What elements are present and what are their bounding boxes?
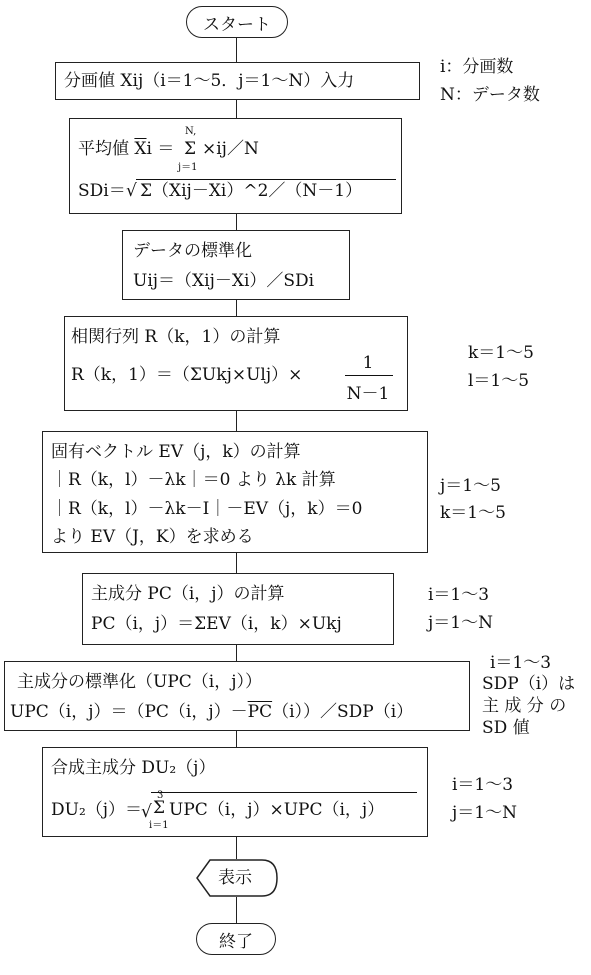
step8-note-1: i＝1〜3 [452,775,514,795]
step4-note-1: k＝1〜5 [468,343,534,363]
step6-note-2: j＝1〜N [428,613,493,633]
end-label: 終了 [219,931,253,952]
start-terminator [186,6,288,38]
connector-step7-step8 [236,731,237,747]
connector-step2-step3 [236,214,237,230]
connector-step3-step4 [236,300,237,316]
step1-text: 分画値 Xij（i＝1〜5．j＝1〜N）入力 [64,71,355,91]
step4-note-2: l＝1〜5 [468,371,530,391]
step7-note-3: 主 成 分 の [482,696,567,716]
step2-sqrt-sign: √ [126,181,137,201]
step7-pc-standardize-box [4,661,470,731]
connector-display-end [236,897,237,923]
step4-frac-denominator: N－1 [346,384,390,404]
step8-sum-bottom: i＝1 [149,820,169,831]
connector-step6-step7 [236,645,237,661]
step4-title: 相関行列 R（k，1）の計算 [71,327,281,347]
step5-line-1: 固有ベクトル EV（j，k）の計算 [51,442,301,462]
step8-sum-sign: Σ [153,798,166,818]
step4-frac-numerator: 1 [362,353,374,373]
step2-sum-top: N, [185,126,197,137]
step5-eigen-box [42,431,428,553]
step2-sqrt-bar [136,179,396,180]
end-terminator [196,923,276,955]
step8-body: UPC（i，j）×UPC（i，j） [169,800,385,820]
connector-step1-step2 [236,100,237,118]
step7-formula: UPC（i，j）＝（PC（i，$j)-\overline{PC}(i))/SDP(i)$ [10,702,414,722]
step8-title: 合成主成分 DU₂（j） [51,758,216,778]
step3-title: データの標準化 [133,241,252,261]
step6-principal-component-box [82,573,394,645]
step4-formula: R（k，1）＝（ΣUkj×Ulj）× [71,365,303,385]
step6-formula: PC（i，j）＝ΣEV（i，k）×Ukj [91,614,342,634]
step4-frac-bar [345,375,393,376]
step5-note-2: k＝1〜5 [440,503,506,523]
step8-composite-box [42,747,428,837]
step2-mean-tail: ×ij／N [202,139,259,159]
step8-note-2: j＝1〜N [452,803,517,823]
connector-step4-step5 [236,411,237,431]
start-label: スタート [203,14,271,35]
step2-mean-sd-box [69,118,402,214]
step7-note-4: SD 値 [482,718,530,738]
step7-note-2: SDP（i）は [482,674,576,694]
connector-start-step1 [236,38,237,62]
step2-sd-prefix: SDi＝ [78,181,126,201]
step1-input-box [55,62,420,100]
step1-note-2: N：データ数 [440,85,540,105]
step5-line-3: ｜R（k，l）－λk－I｜－EV（j，k）＝0 [51,499,363,519]
step3-formula: Uij＝（Xij－Xi）／SDi [133,271,315,291]
step6-note-1: i＝1〜3 [428,585,490,605]
display-label: 表示 [218,868,252,888]
step7-title: 主成分の標準化（UPC（i，j）） [17,672,262,692]
step3-standardize-box [122,230,350,300]
step5-line-4: より EV（J，K）を求める [51,527,254,547]
step4-correlation-box [64,316,408,411]
step6-title: 主成分 PC（i，j）の計算 [91,584,285,604]
step2-sum-sign: Σ [184,139,197,159]
step1-note-1: i：分画数 [440,57,514,77]
step7-note-1: i＝1〜3 [490,653,552,673]
step2-sd-body: Σ（Xij－Xi）^2／（N－1） [140,181,363,201]
step2-sum-bottom: j＝1 [178,162,198,173]
step5-note-1: j＝1〜5 [440,476,501,496]
step8-sqrt-sign: √ [141,802,152,822]
step5-line-2: ｜R（k，l）－λk｜＝0 より λk 計算 [51,470,336,490]
connector-step5-step6 [236,553,237,573]
connector-step8-display [236,837,237,859]
step8-sqrt-bar [151,792,417,793]
step8-sum-top: 3 [157,790,164,801]
step2-mean-label: 平均値 $\overline{X}i$ ＝ [78,139,175,159]
step8-prefix: DU₂（j）＝ [51,800,143,820]
